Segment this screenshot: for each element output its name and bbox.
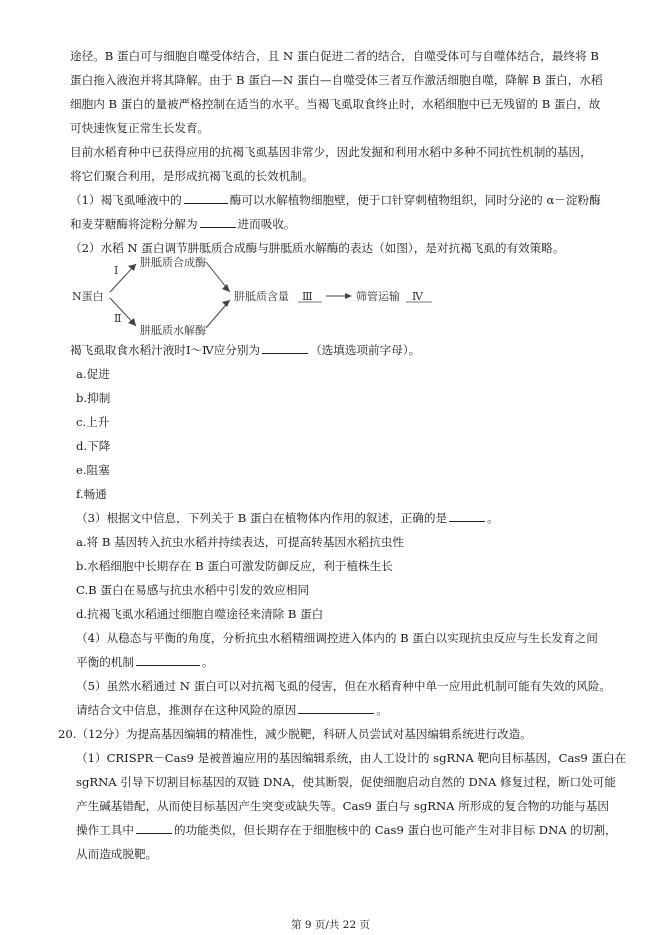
diagram-transport: 筛管运输 — [356, 290, 400, 303]
q3-stem — [76, 510, 499, 526]
q20-line: sgRNA 引导下切割目标基因的双链 DNA，使其断裂，促使细胞启动自然的 DNA 修复过程，断口处可能 — [76, 775, 616, 789]
q1-text: 和麦芽糖酶将淀粉分解为 — [70, 217, 198, 231]
arrow-content-transport-head — [345, 293, 352, 299]
q4-line1: （4）从稳态与平衡的角度，分析抗虫水稻精细调控进入体内的 B 蛋白以实现抗虫反应与生长发育之间 — [76, 631, 598, 645]
answer-blank — [449, 510, 485, 522]
paragraph1-line: 途径。B 蛋白可与细胞自噬受体结合，且 N 蛋白促进二者的结合，自噬受体可与自噬体结合，最终将 B — [70, 49, 599, 63]
q1-line2 — [70, 216, 296, 232]
diagram-hydrolase: 肼胝质水解酶 — [140, 324, 206, 337]
diagram-label-iv: Ⅳ — [412, 290, 423, 303]
arrow-hydrolase-content-head — [222, 300, 230, 307]
q3-text: 。 — [487, 511, 499, 525]
q2-option: d.下降 — [76, 439, 111, 453]
paragraph1-line: 可快速恢复正常生长发育。 — [70, 121, 210, 135]
page-footer: 第 9 页/共 22 页 — [291, 919, 370, 931]
answer-blank — [136, 822, 172, 834]
q20-line: 从而造成脱靶。 — [76, 847, 158, 861]
q5-text: 。 — [376, 703, 388, 717]
diagram-content: 肼胝质含量 — [234, 290, 289, 303]
q20-line4 — [76, 822, 617, 838]
arrow-i-head — [128, 264, 136, 271]
q4-text: 。 — [201, 655, 214, 669]
answer-blank — [184, 192, 228, 204]
q20-line: （1）CRISPR－Cas9 是被普遍应用的基因编辑系统，由人工设计的 sgRNA 靶向目标基因，Cas9 蛋白在 — [76, 751, 627, 765]
q4-line2 — [76, 654, 214, 670]
q5-line1: （5）虽然水稻通过 N 蛋白可以对抗褐飞虱的侵害，但在水稻育种中单一应用此机制可能有失效的风险。 — [76, 679, 612, 693]
answer-blank — [200, 216, 236, 228]
paragraph2-line: 目前水稻育种中已获得应用的抗褐飞虱基因非常少，因此发掘和利用水稻中多种不同抗性机制的基因， — [70, 145, 592, 159]
q1-line1 — [70, 192, 601, 208]
q1-text: 酶可以水解植物细胞壁，便于口针穿刺植物组织，同时分泌的 α－淀粉酶 — [229, 193, 601, 207]
diagram-label-i: Ⅰ — [114, 264, 119, 277]
q2-option: e.阻塞 — [76, 463, 110, 477]
q3-option: d.抗褐飞虱水稻通过细胞自噬途径来清除 B 蛋白 — [76, 607, 324, 621]
q2-option: b.抑制 — [76, 391, 111, 405]
q2-text: 褐飞虱取食水稻汁液时Ⅰ～Ⅳ应分别为 — [70, 343, 261, 357]
paragraph1-line: 细胞内 B 蛋白的量被严格控制在适当的水平。当褐飞虱取食终止时，水稻细胞中已无残留的 B 蛋白，故 — [70, 97, 601, 111]
diagram-n-protein: N蛋白 — [72, 290, 104, 303]
answer-blank — [298, 702, 374, 714]
q1-text: （1）褐飞虱唾液中的 — [70, 193, 182, 207]
q20-text: 的功能类似，但长期存在于细胞核中的 Cas9 蛋白也可能产生对非目标 DNA 的切割， — [173, 823, 617, 837]
diagram-synthase: 肼胝质合成酶 — [140, 256, 206, 269]
q5-line2 — [76, 702, 388, 718]
q5-text: 请结合文中信息，推测存在这种风险的原因 — [76, 703, 297, 717]
paragraph2-line: 将它们聚合利用，是形成抗褐飞虱的长效机制。 — [70, 169, 314, 183]
paragraph1-line: 蛋白拖入液泡并将其降解。由于 B 蛋白—N 蛋白—自噬受体三者互作激活细胞自噬，降解 B 蛋白，水稻 — [70, 73, 603, 87]
q20-heading: 20.（12分）为提高基因编辑的精准性，减少脱靶，科研人员尝试对基因编辑系统进行改造。 — [58, 727, 532, 741]
arrow-synthase-content-head — [222, 284, 230, 292]
q20-line: 产生碱基错配，从而使目标基因产生突变或缺失等。Cas9 蛋白与 sgRNA 所形成的复合物的功能与基因 — [76, 799, 609, 813]
q3-option: C.B 蛋白在易感与抗虫水稻中引发的效应相同 — [76, 583, 310, 597]
diagram-label-iii: Ⅲ — [302, 290, 313, 303]
q3-option: a.将 B 基因转入抗虫水稻并持续表达，可提高转基因水稻抗虫性 — [76, 535, 404, 549]
q1-text: 进而吸收。 — [237, 217, 296, 231]
q20-text: 操作工具中 — [76, 823, 134, 837]
q2-option: a.促进 — [76, 367, 110, 381]
q2-option: c.上升 — [76, 415, 110, 429]
answer-blank — [136, 654, 200, 666]
q4-text: 平衡的机制 — [76, 655, 134, 669]
q2-option: f.畅通 — [76, 487, 107, 501]
q2-text: （选填选项前字母）。 — [310, 343, 421, 357]
q2-intro: （2）水稻 N 蛋白调节肼胝质合成酶与肼胝质水解酶的表达（如图），是对抗褐飞虱的有效策略。 — [70, 241, 565, 255]
q3-text: （3）根据文中信息，下列关于 B 蛋白在植物体内作用的叙述，正确的是 — [76, 511, 448, 525]
diagram-label-ii: Ⅱ — [114, 312, 122, 325]
answer-blank — [262, 342, 308, 354]
q3-option: b.水稻细胞中长期存在 B 蛋白可激发防御反应，利于植株生长 — [76, 559, 393, 573]
q2-ask — [70, 342, 420, 358]
callose-regulation-diagram — [70, 252, 450, 338]
